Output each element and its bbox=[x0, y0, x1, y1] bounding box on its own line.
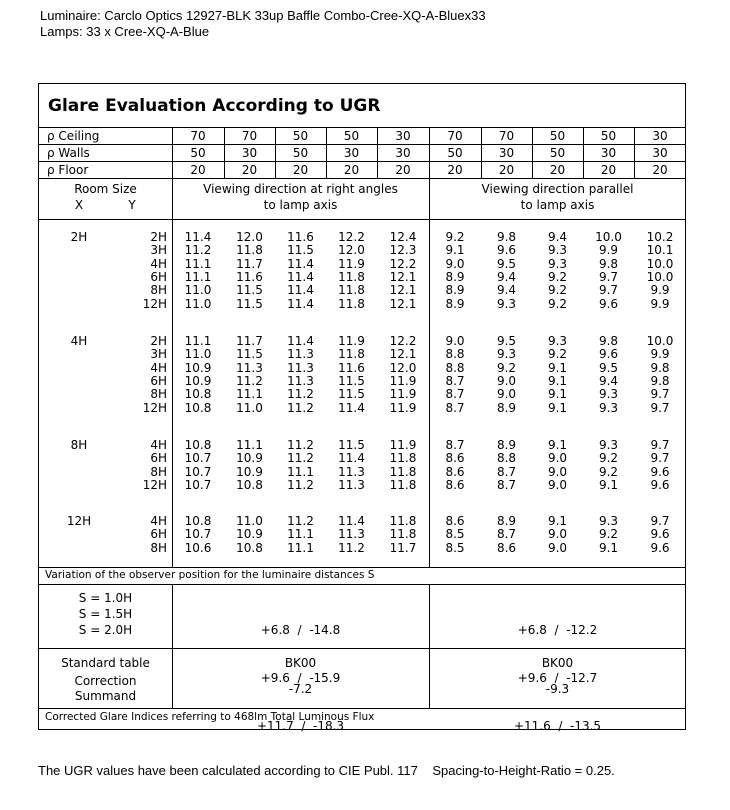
reflectance-cell: 50 bbox=[190, 146, 206, 160]
ugr-value-cell: 9.3 bbox=[598, 514, 619, 528]
ugr-value-cell: 11.4 bbox=[338, 451, 365, 466]
ugr-value-cell: 9.7 bbox=[598, 283, 619, 298]
reflectance-cell: 70 bbox=[190, 129, 206, 143]
ugr-value-cell: 9.4 bbox=[496, 269, 517, 284]
ugr-value-cell: 12.1 bbox=[389, 283, 417, 298]
ugr-value-cell: 9.2 bbox=[547, 347, 568, 362]
ugr-value-cell: 11.3 bbox=[287, 347, 314, 362]
ugr-value-cell: 11.2 bbox=[287, 438, 314, 452]
ugr-value-cell: 11.4 bbox=[287, 334, 314, 348]
rho-ceiling-label: ρ Ceiling bbox=[47, 129, 100, 143]
ugr-value-cell: 8.7 bbox=[445, 387, 465, 402]
lamps-label: Lamps: 33 x Cree-XQ-A-Blue bbox=[40, 24, 210, 39]
ugr-value-cell: 9.1 bbox=[547, 514, 568, 528]
ugr-value-cell: 9.3 bbox=[547, 243, 568, 258]
ugr-value-cell: 10.8 bbox=[184, 387, 212, 402]
ugr-value-cell: 11.8 bbox=[338, 283, 365, 298]
ugr-value-cell: 9.4 bbox=[598, 373, 619, 388]
ugr-value-cell: 8.6 bbox=[445, 514, 465, 528]
ugr-value-cell: 12.4 bbox=[389, 230, 417, 244]
ugr-value-cell: 11.8 bbox=[389, 464, 417, 479]
ugr-value-cell: 10.9 bbox=[184, 373, 212, 388]
spacing-label: S = 2.0H bbox=[78, 623, 133, 637]
room-y-label: 8H bbox=[150, 387, 167, 402]
standard-table-perpendicular: BK00 bbox=[284, 656, 317, 670]
ugr-value-cell: 11.6 bbox=[338, 360, 365, 375]
ugr-value-cell: 11.1 bbox=[287, 540, 314, 555]
ugr-value-cell: 8.6 bbox=[496, 540, 517, 555]
correction-parallel: -9.3 bbox=[545, 682, 570, 696]
ugr-value-cell: 9.3 bbox=[598, 387, 619, 402]
ugr-value-cell: 11.9 bbox=[389, 400, 417, 415]
spacing-value: +9.6 / -15.9 bbox=[260, 671, 341, 685]
ugr-value-cell: 8.7 bbox=[445, 400, 465, 415]
ugr-value-cell: 8.6 bbox=[445, 477, 465, 492]
ugr-value-cell: 9.6 bbox=[650, 464, 670, 479]
room-x-label: 4H bbox=[70, 334, 88, 348]
reflectance-cell: 50 bbox=[447, 146, 463, 160]
ugr-value-cell: 9.9 bbox=[598, 243, 619, 258]
standard-table-parallel: BK00 bbox=[541, 656, 574, 670]
ugr-value-cell: 10.7 bbox=[184, 451, 212, 466]
ugr-value-cell: 12.0 bbox=[236, 230, 263, 244]
ugr-value-cell: 11.9 bbox=[338, 256, 365, 271]
spacing-value: +6.8 / -12.2 bbox=[517, 623, 598, 637]
ugr-value-cell: 11.3 bbox=[236, 360, 263, 375]
ugr-value-cell: 12.1 bbox=[389, 296, 417, 311]
direction-parallel-label: to lamp axis bbox=[520, 198, 595, 212]
ugr-value-cell: 9.6 bbox=[598, 347, 619, 362]
ugr-value-cell: 11.8 bbox=[338, 269, 365, 284]
ugr-value-cell: 11.5 bbox=[236, 347, 263, 362]
ugr-value-cell: 11.2 bbox=[287, 387, 314, 402]
rule bbox=[39, 127, 685, 128]
spacing-label: S = 1.5H bbox=[78, 607, 133, 621]
ugr-value-cell: 11.2 bbox=[338, 540, 365, 555]
ugr-value-cell: 9.3 bbox=[496, 347, 517, 362]
y-label: Y bbox=[128, 198, 136, 212]
reflectance-cell: 30 bbox=[241, 146, 258, 160]
room-y-label: 12H bbox=[142, 477, 167, 492]
ugr-value-cell: 9.3 bbox=[598, 438, 619, 452]
ugr-value-cell: 8.6 bbox=[445, 451, 465, 466]
ugr-value-cell: 10.1 bbox=[646, 243, 674, 258]
ugr-value-cell: 11.9 bbox=[389, 438, 417, 452]
ugr-value-cell: 11.0 bbox=[184, 283, 212, 298]
ugr-value-cell: 10.9 bbox=[236, 464, 263, 479]
ugr-value-cell: 10.9 bbox=[236, 451, 263, 466]
ugr-value-cell: 9.1 bbox=[598, 477, 619, 492]
ugr-value-cell: 9.7 bbox=[650, 514, 670, 528]
ugr-value-cell: 11.5 bbox=[338, 438, 365, 452]
reflectance-cell: 20 bbox=[447, 163, 463, 177]
ugr-value-cell: 9.2 bbox=[598, 451, 619, 466]
room-size-label: Room Size bbox=[74, 182, 137, 196]
ugr-value-cell: 11.4 bbox=[287, 283, 314, 298]
ugr-value-cell: 10.8 bbox=[184, 514, 212, 528]
spacing-labels bbox=[39, 590, 172, 638]
ugr-value-cell: 9.1 bbox=[547, 438, 568, 452]
ugr-value-cell: 9.8 bbox=[598, 256, 619, 271]
ugr-value-cell: 12.0 bbox=[389, 360, 417, 375]
rule bbox=[39, 219, 685, 220]
room-y-label: 6H bbox=[150, 373, 167, 388]
spacing-value: +9.6 / -12.7 bbox=[517, 671, 598, 685]
correction-label-line: Correction bbox=[74, 674, 137, 688]
ugr-value-cell: 11.3 bbox=[287, 360, 314, 375]
ugr-value-cell: 9.6 bbox=[496, 243, 517, 258]
ugr-value-cell: 11.5 bbox=[338, 373, 365, 388]
standard-table-label: Standard table bbox=[61, 656, 150, 670]
ugr-value-cell: 11.1 bbox=[184, 256, 212, 271]
ugr-value-cell: 11.2 bbox=[287, 400, 314, 415]
ugr-value-cell: 9.6 bbox=[650, 477, 670, 492]
spacing-value: +11.6 / -13.5 bbox=[513, 719, 602, 733]
ugr-value-cell: 9.7 bbox=[598, 269, 619, 284]
x-label: X bbox=[74, 198, 84, 212]
ugr-value-cell: 9.6 bbox=[650, 527, 670, 542]
ugr-value-cell: 11.3 bbox=[338, 477, 365, 492]
ugr-value-cell: 9.1 bbox=[547, 400, 568, 415]
ugr-value-cell: 12.1 bbox=[389, 347, 417, 362]
ugr-value-cell: 9.5 bbox=[598, 360, 619, 375]
reflectance-cell: 20 bbox=[549, 163, 566, 177]
ugr-value-cell: 10.2 bbox=[646, 230, 674, 244]
reflectance-cell: 70 bbox=[498, 129, 515, 143]
ugr-value-cell: 9.2 bbox=[598, 527, 619, 542]
ugr-value-cell: 9.2 bbox=[445, 230, 465, 244]
reflectance-cell: 50 bbox=[292, 129, 309, 143]
reflectance-cell: 30 bbox=[600, 146, 617, 160]
reflectance-cell: 20 bbox=[652, 163, 668, 177]
reflectance-cell: 20 bbox=[343, 163, 360, 177]
ugr-value-cell: 11.1 bbox=[287, 527, 314, 542]
ugr-value-cell: 11.8 bbox=[338, 347, 365, 362]
ugr-value-cell: 9.7 bbox=[650, 438, 670, 452]
ugr-value-cell: 9.1 bbox=[547, 360, 568, 375]
room-y-label: 4H bbox=[150, 256, 167, 271]
rule bbox=[39, 567, 685, 568]
ugr-value-cell: 9.5 bbox=[496, 256, 517, 271]
correction-perpendicular: -7.2 bbox=[288, 682, 313, 696]
room-x-label: 2H bbox=[70, 230, 88, 244]
ugr-value-cell: 9.2 bbox=[598, 464, 619, 479]
ugr-value-cell: 10.8 bbox=[236, 540, 263, 555]
ugr-value-cell: 11.0 bbox=[184, 347, 212, 362]
ugr-value-cell: 9.9 bbox=[650, 296, 670, 311]
corrected-glare-note: Corrected Glare Indices referring to 468lm Total Luminous Flux bbox=[45, 711, 375, 723]
ugr-value-cell: 12.1 bbox=[389, 269, 417, 284]
direction-perpendicular-label: to lamp axis bbox=[263, 198, 338, 212]
ugr-value-cell: 11.5 bbox=[236, 296, 263, 311]
ugr-value-cell: 8.8 bbox=[445, 347, 465, 362]
ugr-value-cell: 8.7 bbox=[445, 373, 465, 388]
reflectance-cell: 20 bbox=[395, 163, 411, 177]
ugr-value-cell: 10.0 bbox=[646, 334, 674, 348]
ugr-value-cell: 12.2 bbox=[338, 230, 365, 244]
ugr-value-cell: 9.9 bbox=[650, 347, 670, 362]
ugr-value-cell: 11.2 bbox=[287, 514, 314, 528]
reflectance-cell: 30 bbox=[498, 146, 515, 160]
ugr-value-cell: 9.2 bbox=[547, 283, 568, 298]
ugr-value-cell: 9.6 bbox=[598, 296, 619, 311]
ugr-value-cell: 11.0 bbox=[184, 296, 212, 311]
reflectance-cell: 20 bbox=[241, 163, 258, 177]
ugr-value-cell: 10.7 bbox=[184, 527, 212, 542]
ugr-value-cell: 11.9 bbox=[389, 373, 417, 388]
ugr-value-cell: 11.4 bbox=[184, 230, 212, 244]
ugr-value-cell: 8.9 bbox=[445, 283, 465, 298]
reflectance-cell: 50 bbox=[343, 129, 360, 143]
ugr-value-cell: 10.0 bbox=[646, 256, 674, 271]
room-y-label: 2H bbox=[150, 230, 167, 244]
ugr-value-cell: 9.6 bbox=[650, 540, 670, 555]
ugr-value-cell: 11.1 bbox=[236, 387, 263, 402]
ugr-value-cell: 8.8 bbox=[445, 360, 465, 375]
room-y-label: 3H bbox=[150, 243, 167, 258]
ugr-value-cell: 9.0 bbox=[547, 540, 568, 555]
correction-summand-label bbox=[39, 674, 172, 704]
ugr-value-cell: 12.3 bbox=[389, 243, 417, 258]
ugr-value-cell: 8.9 bbox=[445, 296, 465, 311]
ugr-value-cell: 8.7 bbox=[496, 464, 517, 479]
ugr-value-cell: 11.9 bbox=[338, 334, 365, 348]
rule bbox=[39, 161, 685, 162]
rule bbox=[39, 144, 685, 145]
reflectance-cell: 30 bbox=[395, 129, 411, 143]
variation-label: Variation of the observer position for the luminaire distances S bbox=[45, 569, 375, 581]
spacing-value: +6.8 / -14.8 bbox=[260, 623, 341, 637]
ugr-value-cell: 9.0 bbox=[547, 477, 568, 492]
direction-perpendicular-label: Viewing direction at right angles bbox=[203, 182, 398, 196]
room-y-label: 4H bbox=[150, 360, 167, 375]
ugr-value-cell: 8.9 bbox=[496, 514, 517, 528]
ugr-value-cell: 8.9 bbox=[496, 400, 517, 415]
ugr-value-cell: 11.4 bbox=[287, 269, 314, 284]
ugr-value-cell: 9.2 bbox=[547, 296, 568, 311]
spacing-perpendicular-values bbox=[172, 590, 429, 766]
ugr-value-cell: 11.6 bbox=[287, 230, 314, 244]
room-y-label: 4H bbox=[150, 514, 167, 528]
ugr-value-cell: 9.3 bbox=[496, 296, 517, 311]
reflectance-cell: 30 bbox=[652, 146, 668, 160]
ugr-value-cell: 9.4 bbox=[547, 230, 568, 244]
ugr-value-cell: 11.7 bbox=[389, 540, 417, 555]
reflectance-cell: 20 bbox=[190, 163, 206, 177]
ugr-value-cell: 8.9 bbox=[496, 438, 517, 452]
ugr-value-cell: 8.7 bbox=[496, 477, 517, 492]
reflectance-cell: 20 bbox=[498, 163, 515, 177]
rule bbox=[39, 584, 685, 585]
ugr-value-cell: 11.2 bbox=[287, 477, 314, 492]
ugr-value-cell: 9.8 bbox=[598, 334, 619, 348]
room-x-label: 12H bbox=[66, 514, 92, 528]
ugr-value-cell: 11.4 bbox=[338, 514, 365, 528]
ugr-value-cell: 11.5 bbox=[338, 387, 365, 402]
ugr-value-cell: 12.2 bbox=[389, 334, 417, 348]
ugr-value-cell: 11.4 bbox=[338, 400, 365, 415]
ugr-value-cell: 10.7 bbox=[184, 464, 212, 479]
reflectance-cell: 20 bbox=[292, 163, 309, 177]
ugr-value-cell: 9.5 bbox=[496, 334, 517, 348]
reflectance-cell: 20 bbox=[600, 163, 617, 177]
correction-label-line: Summand bbox=[74, 689, 137, 703]
ugr-value-cell: 9.9 bbox=[650, 283, 670, 298]
ugr-value-cell: 11.4 bbox=[287, 256, 314, 271]
ugr-value-cell: 9.8 bbox=[496, 230, 517, 244]
ugr-value-cell: 11.8 bbox=[338, 296, 365, 311]
room-y-label: 6H bbox=[150, 527, 167, 542]
ugr-value-cell: 11.4 bbox=[287, 296, 314, 311]
ugr-value-cell: 9.7 bbox=[650, 387, 670, 402]
reflectance-cell: 50 bbox=[600, 129, 617, 143]
ugr-value-cell: 9.1 bbox=[547, 387, 568, 402]
ugr-value-cell: 11.8 bbox=[389, 527, 417, 542]
room-y-label: 8H bbox=[150, 283, 167, 298]
ugr-value-cell: 8.8 bbox=[496, 451, 517, 466]
room-y-label: 4H bbox=[150, 438, 167, 452]
room-y-label: 8H bbox=[150, 464, 167, 479]
ugr-table bbox=[38, 83, 686, 733]
ugr-value-cell: 11.8 bbox=[389, 477, 417, 492]
ugr-value-cell: 11.2 bbox=[184, 243, 212, 258]
reflectance-cell: 50 bbox=[549, 129, 566, 143]
ugr-value-cell: 9.3 bbox=[547, 334, 568, 348]
reflectance-cell: 30 bbox=[652, 129, 668, 143]
ugr-value-cell: 10.9 bbox=[236, 527, 263, 542]
ugr-value-cell: 11.3 bbox=[338, 464, 365, 479]
ugr-value-cell: 8.5 bbox=[445, 527, 465, 542]
reflectance-cell: 50 bbox=[292, 146, 309, 160]
reflectance-cell: 30 bbox=[395, 146, 411, 160]
ugr-value-cell: 11.0 bbox=[236, 514, 263, 528]
ugr-value-cell: 9.3 bbox=[547, 256, 568, 271]
ugr-value-cell: 9.2 bbox=[496, 360, 517, 375]
reflectance-cell: 30 bbox=[343, 146, 360, 160]
ugr-value-cell: 9.0 bbox=[496, 373, 517, 388]
room-x-label: 8H bbox=[70, 438, 88, 452]
ugr-value-cell: 9.0 bbox=[547, 451, 568, 466]
ugr-value-cell: 9.0 bbox=[547, 464, 568, 479]
ugr-value-cell: 11.1 bbox=[287, 464, 314, 479]
rule bbox=[39, 178, 685, 179]
ugr-value-cell: 9.0 bbox=[445, 334, 465, 348]
room-y-label: 3H bbox=[150, 347, 167, 362]
ugr-value-cell: 8.7 bbox=[445, 438, 465, 452]
ugr-value-cell: 8.9 bbox=[445, 269, 465, 284]
ugr-value-cell: 9.1 bbox=[598, 540, 619, 555]
ugr-value-cell: 11.5 bbox=[236, 283, 263, 298]
room-y-label: 2H bbox=[150, 334, 167, 348]
ugr-value-cell: 11.6 bbox=[236, 269, 263, 284]
room-y-label: 12H bbox=[142, 400, 167, 415]
table-title: Glare Evaluation According to UGR bbox=[48, 96, 381, 116]
reflectance-cell: 70 bbox=[241, 129, 258, 143]
reflectance-cell: 50 bbox=[549, 146, 566, 160]
ugr-value-cell: 10.8 bbox=[184, 438, 212, 452]
ugr-value-cell: 9.0 bbox=[547, 527, 568, 542]
ugr-value-cell: 9.1 bbox=[547, 373, 568, 388]
spacing-value: +11.7 / -18.3 bbox=[256, 719, 345, 733]
ugr-value-cell: 11.8 bbox=[236, 243, 263, 258]
spacing-label: S = 1.0H bbox=[78, 591, 133, 605]
rho-floor-label: ρ Floor bbox=[47, 163, 89, 177]
ugr-value-cell: 11.1 bbox=[184, 269, 212, 284]
ugr-value-cell: 9.0 bbox=[496, 387, 517, 402]
ugr-value-cell: 11.8 bbox=[389, 451, 417, 466]
ugr-value-cell: 11.7 bbox=[236, 256, 263, 271]
ugr-value-cell: 11.1 bbox=[236, 438, 263, 452]
ugr-value-cell: 11.5 bbox=[287, 243, 314, 258]
ugr-value-cell: 11.9 bbox=[389, 387, 417, 402]
ugr-value-cell: 12.2 bbox=[389, 256, 417, 271]
ugr-value-cell: 11.1 bbox=[184, 334, 212, 348]
ugr-value-cell: 10.0 bbox=[646, 269, 674, 284]
ugr-value-cell: 11.3 bbox=[287, 373, 314, 388]
ugr-value-cell: 9.0 bbox=[445, 256, 465, 271]
ugr-value-cell: 9.7 bbox=[650, 451, 670, 466]
ugr-value-cell: 11.7 bbox=[236, 334, 263, 348]
ugr-value-cell: 11.8 bbox=[389, 514, 417, 528]
ugr-value-cell: 10.8 bbox=[184, 400, 212, 415]
direction-parallel-label: Viewing direction parallel bbox=[481, 182, 634, 196]
ugr-value-cell: 9.7 bbox=[650, 400, 670, 415]
room-y-label: 6H bbox=[150, 451, 167, 466]
spacing-parallel-values bbox=[429, 590, 686, 766]
luminaire-label: Luminaire: Carclo Optics 12927-BLK 33up Baffle Combo-Cree-XQ-A-Bluex33 bbox=[40, 8, 486, 23]
room-y-label: 12H bbox=[142, 296, 167, 311]
ugr-value-cell: 9.4 bbox=[496, 283, 517, 298]
ugr-value-cell: 10.0 bbox=[595, 230, 622, 244]
ugr-value-cell: 11.3 bbox=[338, 527, 365, 542]
ugr-value-cell: 8.6 bbox=[445, 464, 465, 479]
footer-note: The UGR values have been calculated according to CIE Publ. 117 Spacing-to-Height-Ratio = 0.25. bbox=[38, 763, 615, 778]
ugr-value-cell: 9.8 bbox=[650, 360, 670, 375]
room-y-label: 6H bbox=[150, 269, 167, 284]
ugr-value-cell: 10.6 bbox=[184, 540, 212, 555]
ugr-value-cell: 10.9 bbox=[184, 360, 212, 375]
ugr-value-cell: 12.0 bbox=[338, 243, 365, 258]
ugr-value-cell: 9.1 bbox=[445, 243, 465, 258]
ugr-value-cell: 11.2 bbox=[287, 451, 314, 466]
ugr-value-cell: 10.7 bbox=[184, 477, 212, 492]
ugr-value-cell: 8.7 bbox=[496, 527, 517, 542]
reflectance-cell: 70 bbox=[447, 129, 463, 143]
ugr-value-cell: 10.8 bbox=[236, 477, 263, 492]
ugr-value-cell: 9.3 bbox=[598, 400, 619, 415]
ugr-value-cell: 9.8 bbox=[650, 373, 670, 388]
ugr-value-cell: 11.2 bbox=[236, 373, 263, 388]
ugr-value-cell: 8.5 bbox=[445, 540, 465, 555]
room-y-label: 8H bbox=[150, 540, 167, 555]
rho-walls-label: ρ Walls bbox=[47, 146, 90, 160]
ugr-value-cell: 11.0 bbox=[236, 400, 263, 415]
ugr-value-cell: 9.2 bbox=[547, 269, 568, 284]
